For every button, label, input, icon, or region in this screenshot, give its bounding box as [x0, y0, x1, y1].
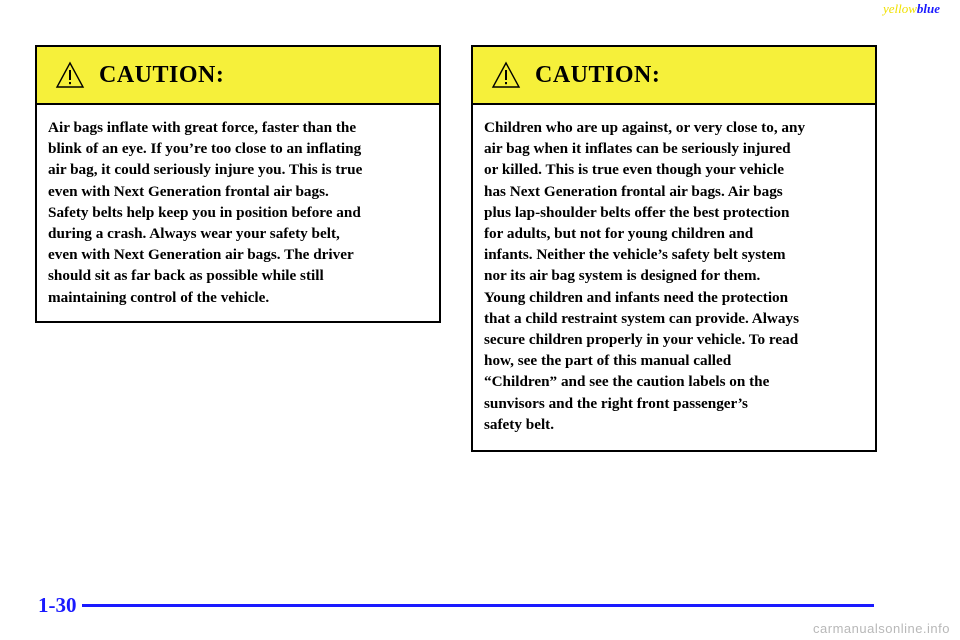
caution-line: “Children” and see the caution labels on the — [484, 373, 770, 391]
caution-line: should sit as far back as possible while still — [48, 267, 324, 285]
caution-line: safety belt. — [484, 415, 555, 433]
left-caution-box — [35, 45, 441, 323]
caution-line: has Next Generation frontal air bags. Air bags — [484, 182, 783, 200]
caution-line: plus lap-shoulder belts offer the best protection — [484, 203, 790, 221]
caution-line: during a crash. Always wear your safety belt, — [48, 225, 340, 243]
left-caution-header — [37, 47, 439, 105]
caution-line: Young children and infants need the protection — [484, 288, 789, 306]
footer-rule — [82, 604, 874, 607]
caution-line: nor its air bag system is designed for them. — [484, 267, 761, 285]
warning-triangle-icon — [491, 61, 521, 89]
corner-color-label — [883, 1, 940, 17]
caution-line: blink of an eye. If you’re too close to an inflating — [48, 140, 362, 158]
page-number: 1-30 — [38, 593, 77, 617]
caution-line: even with Next Generation frontal air bags. — [48, 182, 329, 200]
right-caution-text — [473, 105, 875, 435]
right-caution-title: CAUTION: — [535, 61, 661, 88]
caution-line: for adults, but not for young children and — [484, 225, 754, 243]
caution-line: maintaining control of the vehicle. — [48, 288, 270, 306]
caution-line: air bag, it could seriously injure you. This is true — [48, 161, 363, 179]
warning-triangle-icon — [55, 61, 85, 89]
right-caution-header — [473, 47, 875, 105]
caution-line: infants. Neither the vehicle’s safety belt system — [484, 246, 786, 264]
left-caution-text — [37, 105, 439, 308]
caution-line: or killed. This is true even though your vehicle — [484, 161, 784, 179]
caution-line: even with Next Generation air bags. The driver — [48, 246, 354, 264]
caution-line: secure children properly in your vehicle. To read — [484, 331, 799, 349]
corner-label-blue: blue — [916, 1, 940, 16]
caution-line: sunvisors and the right front passenger’s — [484, 394, 748, 412]
caution-line: Children who are up against, or very close to, any — [484, 119, 806, 136]
caution-line: that a child restraint system can provide. Always — [484, 309, 799, 327]
watermark: carmanualsonline.info — [813, 621, 950, 636]
caution-line: Safety belts help keep you in position before and — [48, 203, 361, 221]
caution-line: Air bags inflate with great force, faster than the — [48, 119, 357, 136]
caution-line: air bag when it inflates can be seriously injured — [484, 140, 791, 158]
right-caution-box — [471, 45, 877, 452]
caution-line: how, see the part of this manual called — [484, 352, 732, 370]
left-caution-title: CAUTION: — [99, 61, 225, 88]
corner-label-yellow: yellow — [882, 1, 917, 16]
